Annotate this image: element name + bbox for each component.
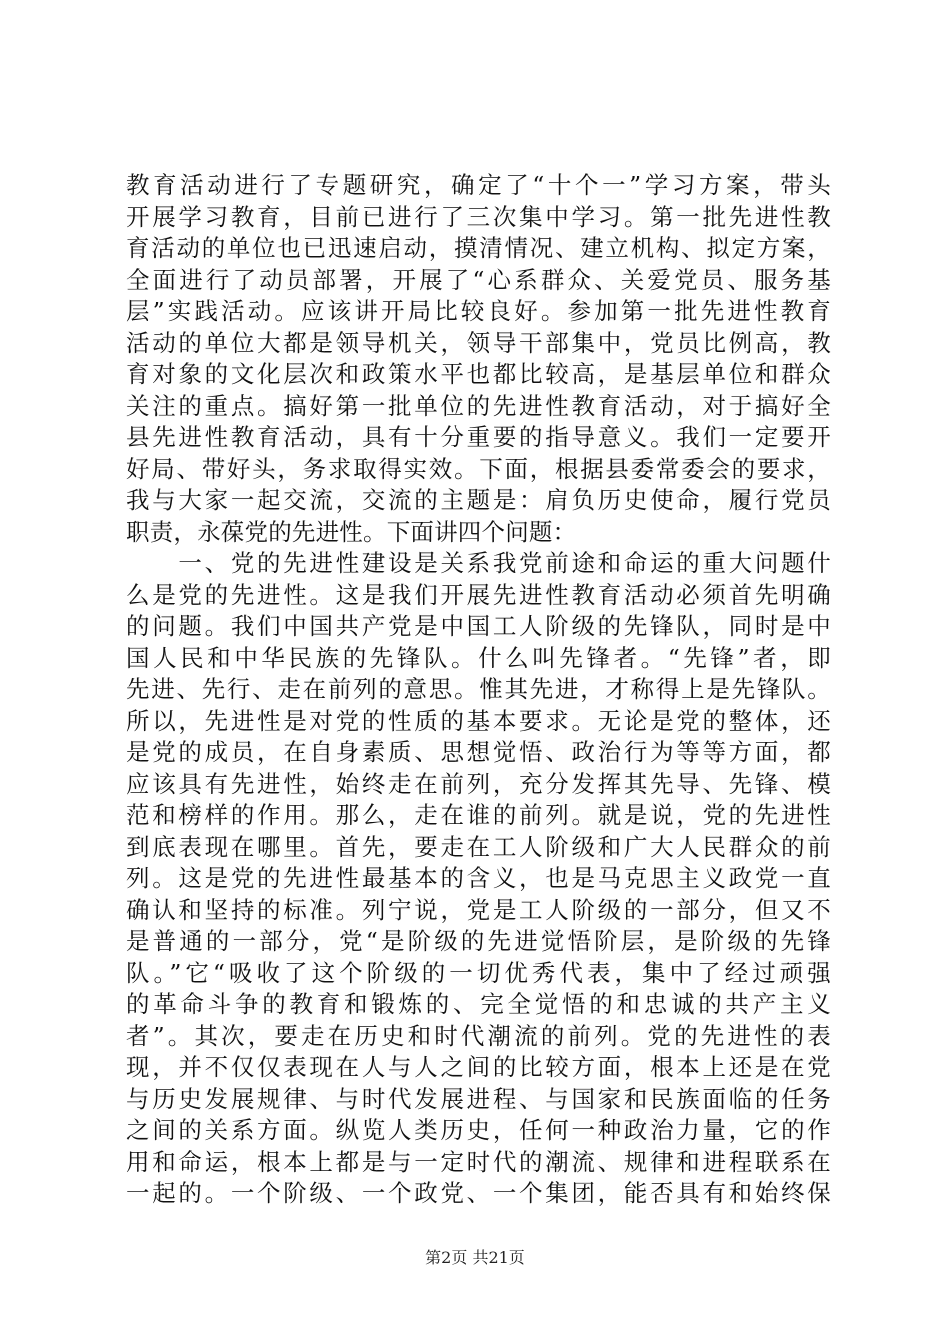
text-line: 育活动的单位也已迅速启动，摸清情况、建立机构、拟定方案， bbox=[126, 234, 831, 262]
text-line: 关注的重点。搞好第一批单位的先进性教育活动，对于搞好全 bbox=[126, 391, 831, 420]
text-line: 开展学习教育，目前已进行了三次集中学习。第一批先进性教 bbox=[126, 202, 831, 231]
text-line: 层”实践活动。应该讲开局比较良好。参加第一批先进性教育 bbox=[126, 297, 831, 325]
text-line: 队。”它“吸收了这个阶级的一切优秀代表，集中了经过顽强 bbox=[126, 958, 831, 987]
text-line: 是党的成员，在自身素质、思想觉悟、政治行为等等方面，都 bbox=[126, 738, 831, 766]
text-line: 好局、带好头，务求取得实效。下面，根据县委常委会的要求， bbox=[126, 454, 831, 483]
page-number-footer: 第2页 共21页 bbox=[425, 1248, 525, 1267]
text-line: 职责，永葆党的先进性。下面讲四个问题： bbox=[126, 517, 577, 546]
text-line: 全面进行了动员部署，开展了“心系群众、关爱党员、服务基 bbox=[126, 265, 831, 294]
text-line: 一起的。一个阶级、一个政党、一个集团，能否具有和始终保 bbox=[126, 1179, 831, 1207]
text-line: 与历史发展规律、与时代发展进程、与国家和民族面临的任务 bbox=[126, 1084, 831, 1113]
text-line: 一、党的先进性建设是关系我党前途和命运的重大问题什 bbox=[126, 549, 831, 577]
text-line: 列。这是党的先进性最基本的含义，也是马克思主义政党一直 bbox=[126, 864, 831, 892]
text-line: 教育活动进行了专题研究，确定了“十个一”学习方案，带头 bbox=[126, 171, 831, 199]
text-line: 用和命运，根本上都是与一定时代的潮流、规律和进程联系在 bbox=[126, 1147, 831, 1176]
text-line: 的革命斗争的教育和锻炼的、完全觉悟的和忠诚的共产主义 bbox=[126, 990, 831, 1018]
text-line: 是普通的一部分，党“是阶级的先进觉悟阶层，是阶级的先锋 bbox=[126, 927, 831, 955]
text-line: 的问题。我们中国共产党是中国工人阶级的先锋队，同时是中 bbox=[126, 612, 831, 640]
text-line: 确认和坚持的标准。列宁说，党是工人阶级的一部分，但又不 bbox=[126, 895, 831, 924]
text-line: 所以，先进性是对党的性质的基本要求。无论是党的整体，还 bbox=[126, 706, 831, 735]
text-line: 国人民和中华民族的先锋队。什么叫先锋者。“先锋”者，即 bbox=[126, 643, 831, 672]
text-line: 现，并不仅仅表现在人与人之间的比较方面，根本上还是在党 bbox=[126, 1053, 831, 1081]
text-line: 活动的单位大都是领导机关，领导干部集中，党员比例高，教 bbox=[126, 328, 831, 357]
body-text bbox=[126, 170, 831, 1210]
text-line: 者”。其次，要走在历史和时代潮流的前列。党的先进性的表 bbox=[126, 1021, 831, 1050]
text-line: 育对象的文化层次和政策水平也都比较高，是基层单位和群众 bbox=[126, 360, 831, 388]
text-line: 我与大家一起交流，交流的主题是：肩负历史使命，履行党员 bbox=[126, 486, 831, 514]
text-line: 范和榜样的作用。那么，走在谁的前列。就是说，党的先进性 bbox=[126, 801, 831, 829]
text-line: 应该具有先进性，始终走在前列，充分发挥其先导、先锋、模 bbox=[126, 769, 831, 798]
text-line: 县先进性教育活动，具有十分重要的指导意义。我们一定要开 bbox=[126, 423, 831, 451]
text-line: 先进、先行、走在前列的意思。惟其先进，才称得上是先锋队。 bbox=[126, 675, 831, 703]
text-line: 么是党的先进性。这是我们开展先进性教育活动必须首先明确 bbox=[126, 580, 831, 609]
text-line: 之间的关系方面。纵览人类历史，任何一种政治力量，它的作 bbox=[126, 1116, 831, 1144]
text-line: 到底表现在哪里。首先，要走在工人阶级和广大人民群众的前 bbox=[126, 832, 831, 861]
